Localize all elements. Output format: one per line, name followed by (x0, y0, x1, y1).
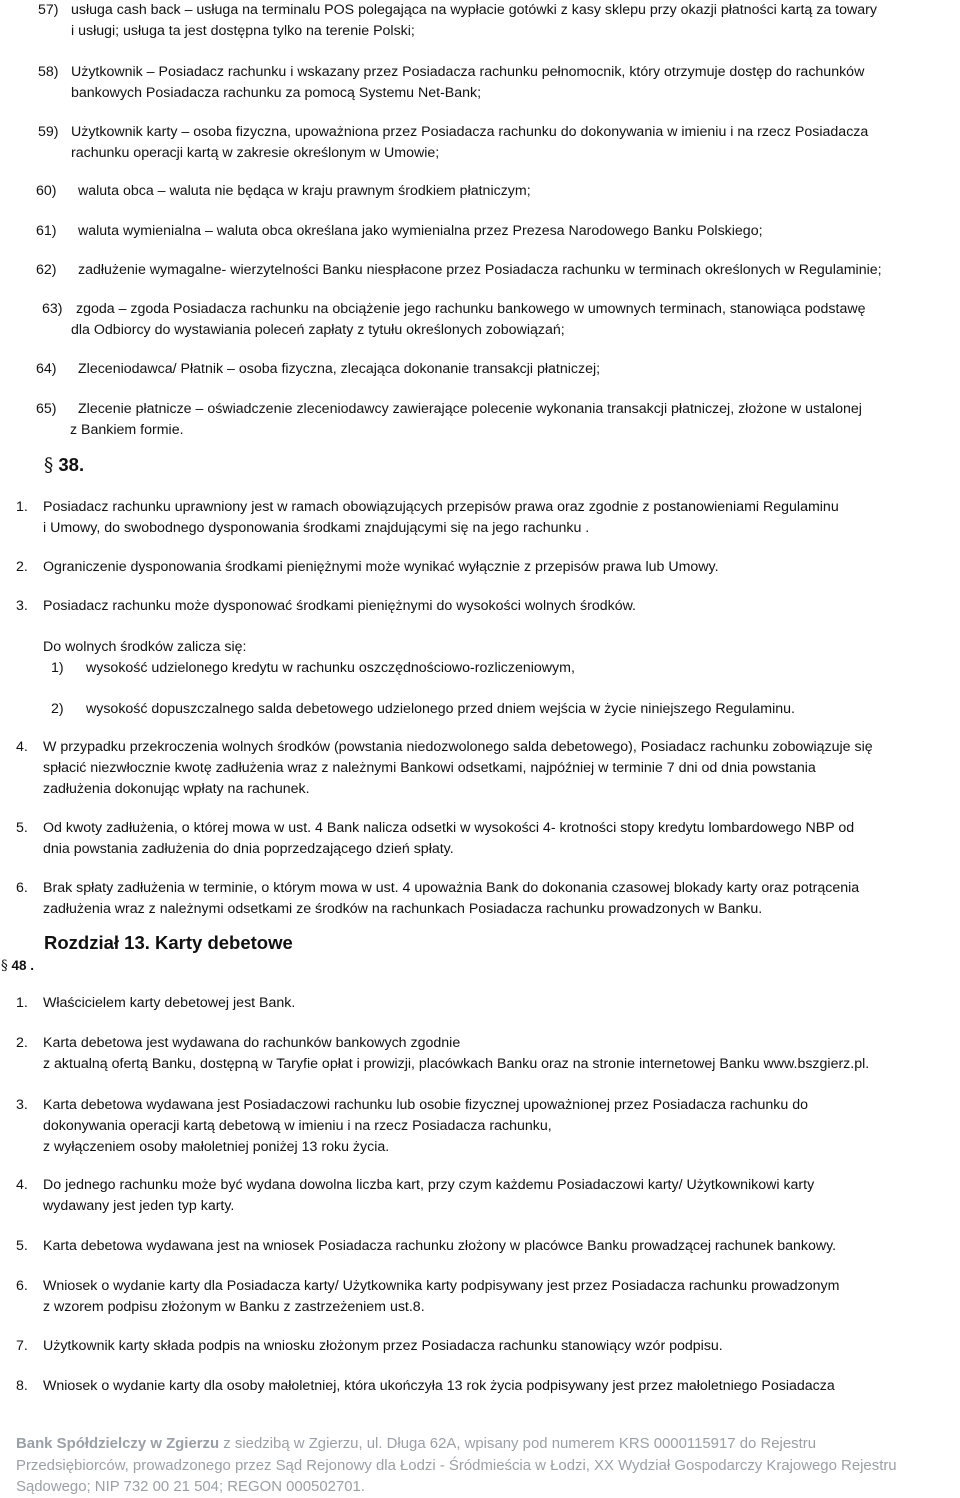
definition-text: Zlecenie płatnicze – oświadczenie zleceniodawcy zawierające polecenie wykonania transakcji płatniczej, złożone w ustalonej (78, 401, 862, 417)
paragraph-text: Od kwoty zadłużenia, o której mowa w ust. 4 Bank nalicza odsetki w wysokości 4- krotności stopy kredytu lombardowego NBP od (43, 820, 855, 836)
list-number: 65) (36, 401, 57, 417)
paragraph-text: Karta debetowa wydawana jest Posiadaczowi rachunku lub osobie fizycznej upoważnionej przez Posiadacza rachunku do (43, 1097, 809, 1113)
definition-text: bankowych Posiadacza rachunku za pomocą Systemu Net-Bank; (71, 85, 482, 101)
paragraph-text: Posiadacz rachunku może dysponować środkami pieniężnymi do wysokości wolnych środków. (43, 598, 636, 614)
footer-line-3: Sądowego; NIP 732 00 21 504; REGON 000502701. (16, 1478, 365, 1495)
paragraph-text: Wniosek o wydanie karty dla osoby małoletniej, która ukończyła 13 rok życia podpisywany jest przez małoletniego Posiadacza (43, 1378, 835, 1394)
paragraph-text: i Umowy, do swobodnego dysponowania środkami znajdującymi się na jego rachunku . (43, 520, 590, 536)
paragraph-text: Ograniczenie dysponowania środkami pieniężnymi może wynikać wyłącznie z przepisów prawa lub Umowy. (43, 559, 719, 575)
definition-text: Użytkownik – Posiadacz rachunku i wskazany przez Posiadacza rachunku pełnomocnik, który otrzymuje dostęp do rachunków (71, 64, 865, 80)
paragraph-text: spłacić niezwłocznie kwotę zadłużenia wraz z należnymi Bankowi odsetkami, najpóźniej w terminie 7 dni od dnia powstania (43, 760, 816, 776)
paragraph-text: wysokość udzielonego kredytu w rachunku oszczędnościowo-rozliczeniowym, (86, 660, 575, 676)
definition-text: zadłużenie wymagalne- wierzytelności Banku niespłacone przez Posiadacza rachunku w terminach określonych w Regulaminie; (78, 262, 882, 278)
list-number: 5. (16, 1238, 28, 1254)
paragraph-text: Użytkownik karty składa podpis na wniosku złożonym przez Posiadacza rachunku stanowiący wzór podpisu. (43, 1338, 723, 1354)
definition-text: waluta obca – waluta nie będąca w kraju prawnym środkiem płatniczym; (78, 183, 531, 199)
definition-text: z Bankiem formie. (70, 422, 184, 438)
list-number: 7. (16, 1338, 28, 1354)
definition-text: Zleceniodawca/ Płatnik – osoba fizyczna, zlecająca dokonanie transakcji płatniczej; (78, 361, 601, 377)
section-heading-48 (1, 956, 34, 976)
paragraph-text: wysokość dopuszczalnego salda debetowego udzielonego przed dniem wejścia w życie niniejszego Regulaminu. (86, 701, 796, 717)
paragraph-text: Karta debetowa jest wydawana do rachunków bankowych zgodnie (43, 1035, 461, 1051)
paragraph-text: zadłużenia dokonując wpłaty na rachunek. (43, 781, 310, 797)
paragraph-text: z wyłączeniem osoby małoletniej poniżej 13 roku życia. (43, 1139, 390, 1155)
paragraph-text: Do jednego rachunku może być wydana dowolna liczba kart, przy czym każdemu Posiadaczowi karty/ Użytkownikowi karty (43, 1177, 815, 1193)
paragraph-text: Właścicielem karty debetowej jest Bank. (43, 995, 296, 1011)
paragraph-text: z aktualną ofertą Banku, dostępną w Taryfie opłat i prowizji, placówkach Banku oraz na stronie internetowej Banku www.bszgierz.pl. (43, 1056, 870, 1072)
paragraph-text: zadłużenia wraz z należnymi odsetkami ze środków na rachunkach Posiadacza rachunku prowadzonych w Banku. (43, 901, 763, 917)
page-footer (16, 1433, 960, 1498)
definition-text: zgoda – zgoda Posiadacza rachunku na obciążenie jego rachunku bankowego w umownych terminach, stanowiąca podstawę (76, 301, 866, 317)
paragraph-text: wydawany jest jeden typ karty. (43, 1198, 235, 1214)
definition-text: dla Odbiorcy do wystawiania poleceń zapłaty z tytułu określonych zobowiązań; (71, 322, 565, 338)
list-number: 58) (38, 64, 59, 80)
paragraph-text: Wniosek o wydanie karty dla Posiadacza karty/ Użytkownika karty podpisywany jest przez Posiadacza rachunku prowadzonym (43, 1278, 840, 1294)
list-number: 1. (16, 995, 28, 1011)
list-number: 62) (36, 262, 57, 278)
footer-bank-name: Bank Spółdzielczy w Zgierzu (16, 1435, 220, 1452)
list-number: 5. (16, 820, 28, 836)
list-number: 2. (16, 1035, 28, 1051)
list-number: 60) (36, 183, 57, 199)
list-number: 59) (38, 124, 59, 140)
list-number: 1) (51, 660, 64, 676)
list-number: 6. (16, 880, 28, 896)
paragraph-text: Karta debetowa wydawana jest na wniosek Posiadacza rachunku złożony w placówce Banku prowadzącej rachunek bankowy. (43, 1238, 837, 1254)
paragraph-text: Posiadacz rachunku uprawniony jest w ramach obowiązujących przepisów prawa oraz zgodnie z postanowieniami Regulaminu (43, 499, 839, 515)
list-number: 3. (16, 598, 28, 614)
list-number: 4. (16, 1177, 28, 1193)
section-symbol: § (1, 958, 8, 974)
definition-text: waluta wymienialna – waluta obca określana jako wymienialna przez Prezesa Narodowego Banku Polskiego; (78, 223, 763, 239)
list-number: 4. (16, 739, 28, 755)
paragraph-text: z wzorem podpisu złożonym w Banku z zastrzeżeniem ust.8. (43, 1299, 425, 1315)
definition-text: rachunku operacji kartą w zakresie określonym w Umowie; (71, 145, 440, 161)
list-number: 61) (36, 223, 57, 239)
section-number: 48 . (11, 958, 35, 973)
paragraph-text: Brak spłaty zadłużenia w terminie, o którym mowa w ust. 4 upoważnia Bank do dokonania czasowej blokady karty oraz potrącenia (43, 880, 860, 896)
footer-text: z siedzibą w Zgierzu, ul. Długa 62A, wpisany pod numerem KRS 0000115917 do Rejestru (219, 1435, 817, 1452)
paragraph-text: dokonywania operacji kartą debetową w imieniu i na rzecz Posiadacza rachunku, (43, 1118, 552, 1134)
paragraph-text: W przypadku przekroczenia wolnych środków (powstania niedozwolonego salda debetowego), Posiadacz rachunku zobowiązuje się (43, 739, 873, 755)
list-number: 63) (42, 301, 63, 317)
definition-text: Użytkownik karty – osoba fizyczna, upoważniona przez Posiadacza rachunku do dokonywania w imieniu i na rzecz Posiadacza (71, 124, 869, 140)
definition-text: i usługi; usługa ta jest dostępna tylko na terenie Polski; (71, 23, 415, 39)
section-number: 38. (58, 454, 85, 475)
footer-line-1 (16, 1433, 955, 1455)
list-number: 6. (16, 1278, 28, 1294)
list-number: 2) (51, 701, 64, 717)
footer-line-2: Przedsiębiorców, prowadzonego przez Sąd Rejonowy dla Łodzi - Śródmieścia w Łodzi, XX Wydział Gospodarczy Krajowego Rejestru (16, 1456, 897, 1474)
list-number: 2. (16, 559, 28, 575)
section-symbol: § (44, 455, 54, 476)
list-number: 3. (16, 1097, 28, 1113)
list-number: 1. (16, 499, 28, 515)
list-number: 64) (36, 361, 57, 377)
list-number: 8. (16, 1378, 28, 1394)
paragraph-text: dnia powstania zadłużenia do dnia poprzedzającego dzień spłaty. (43, 841, 454, 857)
definition-text: usługa cash back – usługa na terminalu POS polegająca na wypłacie gotówki z kasy sklepu przy okazji płatności kartą za towary (71, 2, 877, 18)
chapter-title: Rozdział 13. Karty debetowe (44, 932, 293, 953)
list-number: 57) (38, 2, 59, 18)
paragraph-text: Do wolnych środków zalicza się: (43, 639, 247, 655)
section-heading-38 (44, 453, 84, 478)
